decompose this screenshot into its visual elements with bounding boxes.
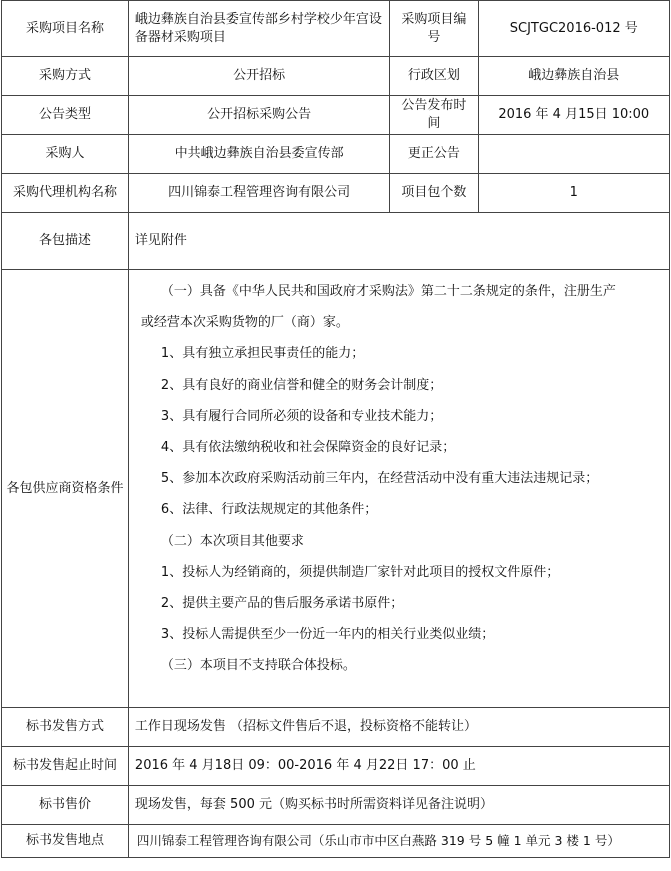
purchaser-label: 采购人: [2, 135, 129, 174]
publish-time-value: 2016 年 4 月15日 10:00: [478, 96, 669, 135]
qualification-heading-2: （二）本次项目其他要求: [160, 533, 304, 549]
table-row: [2, 174, 670, 213]
table-row: [2, 135, 670, 174]
qualification-item: 2、提供主要产品的售后服务承诺书原件；: [160, 596, 404, 612]
sale-method-label: 标书发售方式: [2, 708, 129, 747]
sale-period-value: 2016 年 4 月18日 09：00-2016 年 4 月22日 17：00 止: [128, 747, 669, 786]
qualification-item: 1、投标人为经销商的，须提供制造厂家针对此项目的授权文件原件；: [160, 564, 560, 580]
table-row: [2, 96, 670, 135]
project-no-label: 采购项目编号: [390, 1, 478, 57]
notice-type-value: 公开招标采购公告: [128, 96, 389, 135]
qualification-heading-3: （三）本项目不支持联合体投标。: [160, 658, 356, 674]
region-label: 行政区划: [390, 57, 478, 96]
table-row: [2, 747, 670, 786]
qualification-item: 1、具有独立承担民事责任的能力；: [160, 346, 365, 362]
location-label: 标书发售地点: [2, 825, 129, 858]
publish-time-label: 公告发布时间: [390, 96, 478, 135]
qualification-item: 5、参加本次政府采购活动前三年内，在经营活动中没有重大违法违规记录；: [160, 471, 599, 487]
table-row: [2, 1, 670, 57]
procurement-notice-table: [1, 0, 670, 858]
correction-label: 更正公告: [390, 135, 478, 174]
agency-label: 采购代理机构名称: [2, 174, 129, 213]
location-value: 四川锦泰工程管理咨询有限公司（乐山市市中区白燕路 319 号 5 幢 1 单元 3 楼 1 号）: [128, 825, 669, 858]
qualification-content: [128, 270, 669, 708]
notice-type-label: 公告类型: [2, 96, 129, 135]
package-desc-label: 各包描述: [2, 213, 129, 270]
agency-value: 四川锦泰工程管理咨询有限公司: [128, 174, 389, 213]
method-label: 采购方式: [2, 57, 129, 96]
table-row: [2, 213, 670, 270]
qualification-item: 3、具有履行合同所必须的设备和专业技术能力；: [160, 408, 443, 424]
table-row: [2, 786, 670, 825]
table-row: [2, 57, 670, 96]
qualification-label: 各包供应商资格条件: [2, 270, 129, 708]
package-count-label: 项目包个数: [390, 174, 478, 213]
price-value: 现场发售，每套 500 元（购买标书时所需资料详见备注说明）: [128, 786, 669, 825]
qualification-item: 6、法律、行政法规规定的其他条件；: [160, 502, 378, 518]
price-label: 标书售价: [2, 786, 129, 825]
method-value: 公开招标: [128, 57, 389, 96]
region-value: 峨边彝族自治县: [478, 57, 669, 96]
sale-period-label: 标书发售起止时间: [2, 747, 129, 786]
purchaser-value: 中共峨边彝族自治县委宣传部: [128, 135, 389, 174]
table-row: [2, 825, 670, 858]
project-name-value: 峨边彝族自治县委宣传部乡村学校少年宫设备器材采购项目: [128, 1, 389, 57]
qualification-item: 4、具有依法缴纳税收和社会保障资金的良好记录；: [160, 440, 456, 456]
qualification-heading-1: （一）具备《中华人民共和国政府才采购法》第二十二条规定的条件，注册生产: [160, 284, 616, 299]
project-name-label: 采购项目名称: [2, 1, 129, 57]
table-row: [2, 708, 670, 747]
package-count-value: 1: [478, 174, 669, 213]
correction-value: [478, 135, 669, 174]
project-no-value: SCJTGC2016-012 号: [478, 1, 669, 57]
table-row: [2, 270, 670, 708]
qualification-item: 2、具有良好的商业信誉和健全的财务会计制度；: [160, 377, 443, 393]
package-desc-value: 详见附件: [128, 213, 669, 270]
qualification-item: 3、投标人需提供至少一份近一年内的相关行业类似业绩；: [160, 627, 495, 643]
sale-method-value: 工作日现场发售 （招标文件售后不退，投标资格不能转让）: [128, 708, 669, 747]
qualification-heading-1-cont: 或经营本次采购货物的厂（商）家。: [140, 315, 349, 331]
